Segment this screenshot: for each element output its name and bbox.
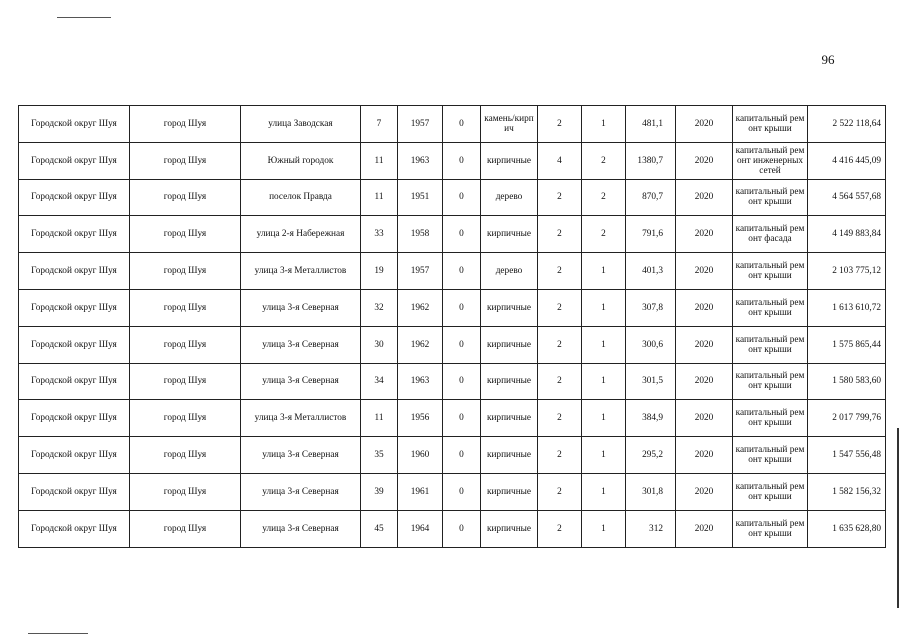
cell-house: 32 [361,289,398,326]
cell-street: улица 2-я Набережная [241,216,361,253]
cell-area: 312 [626,510,676,547]
cell-municipality: Городской округ Шуя [19,400,130,437]
cell-year: 1957 [398,106,443,143]
cell-year: 1962 [398,289,443,326]
cell-material: кирпичные [481,289,538,326]
cell-zero: 0 [443,437,481,474]
cell-zero: 0 [443,253,481,290]
cell-entrances: 1 [582,253,626,290]
table-row [19,253,886,290]
cell-work: капитальный ремонт крыши [733,106,808,143]
cell-work: капитальный ремонт крыши [733,289,808,326]
cell-year: 1964 [398,510,443,547]
cell-street: улица 3-я Северная [241,437,361,474]
cell-cost: 1 613 610,72 [808,289,886,326]
cell-work: капитальный ремонт крыши [733,473,808,510]
cell-locality: город Шуя [130,216,241,253]
cell-locality: город Шуя [130,473,241,510]
cell-cost: 1 547 556,48 [808,437,886,474]
cell-street: поселок Правда [241,179,361,216]
page-number: 96 [821,52,835,67]
cell-material: кирпичные [481,326,538,363]
cell-house: 11 [361,142,398,179]
cell-municipality: Городской округ Шуя [19,510,130,547]
cell-zero: 0 [443,216,481,253]
cell-entrances: 2 [582,216,626,253]
table-row [19,510,886,547]
cell-floors: 2 [538,363,582,400]
cell-area: 791,6 [626,216,676,253]
table-row [19,437,886,474]
cell-plan-year: 2020 [676,400,733,437]
cell-area: 481,1 [626,106,676,143]
cell-street: улица 3-я Металлистов [241,253,361,290]
cell-locality: город Шуя [130,142,241,179]
cell-floors: 2 [538,216,582,253]
cell-material: кирпичные [481,216,538,253]
cell-street: улица 3-я Северная [241,326,361,363]
cell-entrances: 1 [582,510,626,547]
cell-street: улица 3-я Северная [241,510,361,547]
cell-work: капитальный ремонт крыши [733,363,808,400]
cell-work: капитальный ремонт крыши [733,253,808,290]
table-row [19,326,886,363]
cell-year: 1963 [398,142,443,179]
cell-street: улица Заводская [241,106,361,143]
cell-municipality: Городской округ Шуя [19,253,130,290]
cell-plan-year: 2020 [676,106,733,143]
cell-municipality: Городской округ Шуя [19,437,130,474]
cell-locality: город Шуя [130,253,241,290]
scan-mark-bottom-left [28,633,88,634]
cell-locality: город Шуя [130,363,241,400]
cell-year: 1958 [398,216,443,253]
cell-zero: 0 [443,179,481,216]
cell-locality: город Шуя [130,179,241,216]
cell-material: кирпичные [481,400,538,437]
cell-floors: 2 [538,326,582,363]
cell-zero: 0 [443,363,481,400]
cell-cost: 4 564 557,68 [808,179,886,216]
cell-plan-year: 2020 [676,326,733,363]
table-row [19,289,886,326]
cell-house: 39 [361,473,398,510]
cell-material: камень/кирпич [481,106,538,143]
table-body [19,106,886,548]
cell-plan-year: 2020 [676,289,733,326]
cell-floors: 2 [538,473,582,510]
cell-municipality: Городской округ Шуя [19,216,130,253]
table-row [19,142,886,179]
cell-locality: город Шуя [130,400,241,437]
cell-street: улица 3-я Северная [241,363,361,400]
cell-plan-year: 2020 [676,142,733,179]
cell-work: капитальный ремонт фасада [733,216,808,253]
table-row [19,363,886,400]
cell-area: 307,8 [626,289,676,326]
cell-municipality: Городской округ Шуя [19,289,130,326]
cell-zero: 0 [443,289,481,326]
cell-street: улица 3-я Северная [241,289,361,326]
cell-floors: 2 [538,437,582,474]
cell-plan-year: 2020 [676,437,733,474]
cell-street: Южный городок [241,142,361,179]
cell-municipality: Городской округ Шуя [19,106,130,143]
cell-year: 1961 [398,473,443,510]
cell-entrances: 1 [582,400,626,437]
scan-mark-top-left [57,17,111,18]
cell-cost: 2 103 775,12 [808,253,886,290]
cell-plan-year: 2020 [676,363,733,400]
cell-zero: 0 [443,510,481,547]
cell-plan-year: 2020 [676,473,733,510]
cell-zero: 0 [443,142,481,179]
cell-work: капитальный ремонт крыши [733,326,808,363]
cell-municipality: Городской округ Шуя [19,142,130,179]
table-row [19,473,886,510]
cell-material: кирпичные [481,363,538,400]
cell-locality: город Шуя [130,289,241,326]
cell-work: капитальный ремонт крыши [733,400,808,437]
cell-locality: город Шуя [130,437,241,474]
cell-material: кирпичные [481,142,538,179]
cell-entrances: 1 [582,363,626,400]
cell-locality: город Шуя [130,106,241,143]
cell-area: 384,9 [626,400,676,437]
cell-entrances: 1 [582,326,626,363]
cell-year: 1962 [398,326,443,363]
cell-house: 11 [361,179,398,216]
cell-entrances: 1 [582,473,626,510]
cell-cost: 2 522 118,64 [808,106,886,143]
cell-year: 1960 [398,437,443,474]
cell-floors: 2 [538,289,582,326]
cell-work: капитальный ремонт крыши [733,179,808,216]
cell-floors: 2 [538,179,582,216]
cell-work: капитальный ремонт крыши [733,437,808,474]
table-row [19,400,886,437]
cell-year: 1957 [398,253,443,290]
cell-cost: 2 017 799,76 [808,400,886,437]
cell-cost: 1 582 156,32 [808,473,886,510]
cell-entrances: 1 [582,106,626,143]
cell-material: кирпичные [481,473,538,510]
cell-house: 11 [361,400,398,437]
cell-area: 301,8 [626,473,676,510]
cell-zero: 0 [443,326,481,363]
cell-locality: город Шуя [130,326,241,363]
cell-house: 7 [361,106,398,143]
cell-work: капитальный ремонт крыши [733,510,808,547]
cell-house: 19 [361,253,398,290]
cell-material: дерево [481,179,538,216]
cell-locality: город Шуя [130,510,241,547]
cell-year: 1963 [398,363,443,400]
table-row [19,106,886,143]
cell-cost: 4 416 445,09 [808,142,886,179]
cell-cost: 1 575 865,44 [808,326,886,363]
cell-area: 295,2 [626,437,676,474]
cell-municipality: Городской округ Шуя [19,473,130,510]
cell-municipality: Городской округ Шуя [19,179,130,216]
cell-area: 1380,7 [626,142,676,179]
table-row [19,179,886,216]
repair-registry-table [18,105,886,548]
cell-year: 1951 [398,179,443,216]
cell-plan-year: 2020 [676,179,733,216]
cell-zero: 0 [443,473,481,510]
cell-floors: 2 [538,253,582,290]
cell-area: 870,7 [626,179,676,216]
cell-municipality: Городской округ Шуя [19,326,130,363]
cell-entrances: 2 [582,142,626,179]
cell-area: 401,3 [626,253,676,290]
cell-house: 34 [361,363,398,400]
cell-zero: 0 [443,400,481,437]
cell-cost: 1 580 583,60 [808,363,886,400]
cell-house: 35 [361,437,398,474]
cell-floors: 2 [538,510,582,547]
cell-floors: 2 [538,106,582,143]
cell-floors: 4 [538,142,582,179]
cell-entrances: 1 [582,437,626,474]
cell-street: улица 3-я Северная [241,473,361,510]
scan-mark-right-edge [897,428,899,608]
cell-year: 1956 [398,400,443,437]
table-row [19,216,886,253]
cell-area: 300,6 [626,326,676,363]
cell-plan-year: 2020 [676,253,733,290]
cell-area: 301,5 [626,363,676,400]
cell-material: дерево [481,253,538,290]
cell-plan-year: 2020 [676,216,733,253]
cell-house: 45 [361,510,398,547]
cell-cost: 4 149 883,84 [808,216,886,253]
cell-work: капитальный ремонт инженерных сетей [733,142,808,179]
cell-cost: 1 635 628,80 [808,510,886,547]
cell-municipality: Городской округ Шуя [19,363,130,400]
cell-house: 33 [361,216,398,253]
cell-plan-year: 2020 [676,510,733,547]
cell-house: 30 [361,326,398,363]
cell-material: кирпичные [481,437,538,474]
cell-street: улица 3-я Металлистов [241,400,361,437]
cell-entrances: 2 [582,179,626,216]
cell-floors: 2 [538,400,582,437]
cell-material: кирпичные [481,510,538,547]
cell-zero: 0 [443,106,481,143]
cell-entrances: 1 [582,289,626,326]
